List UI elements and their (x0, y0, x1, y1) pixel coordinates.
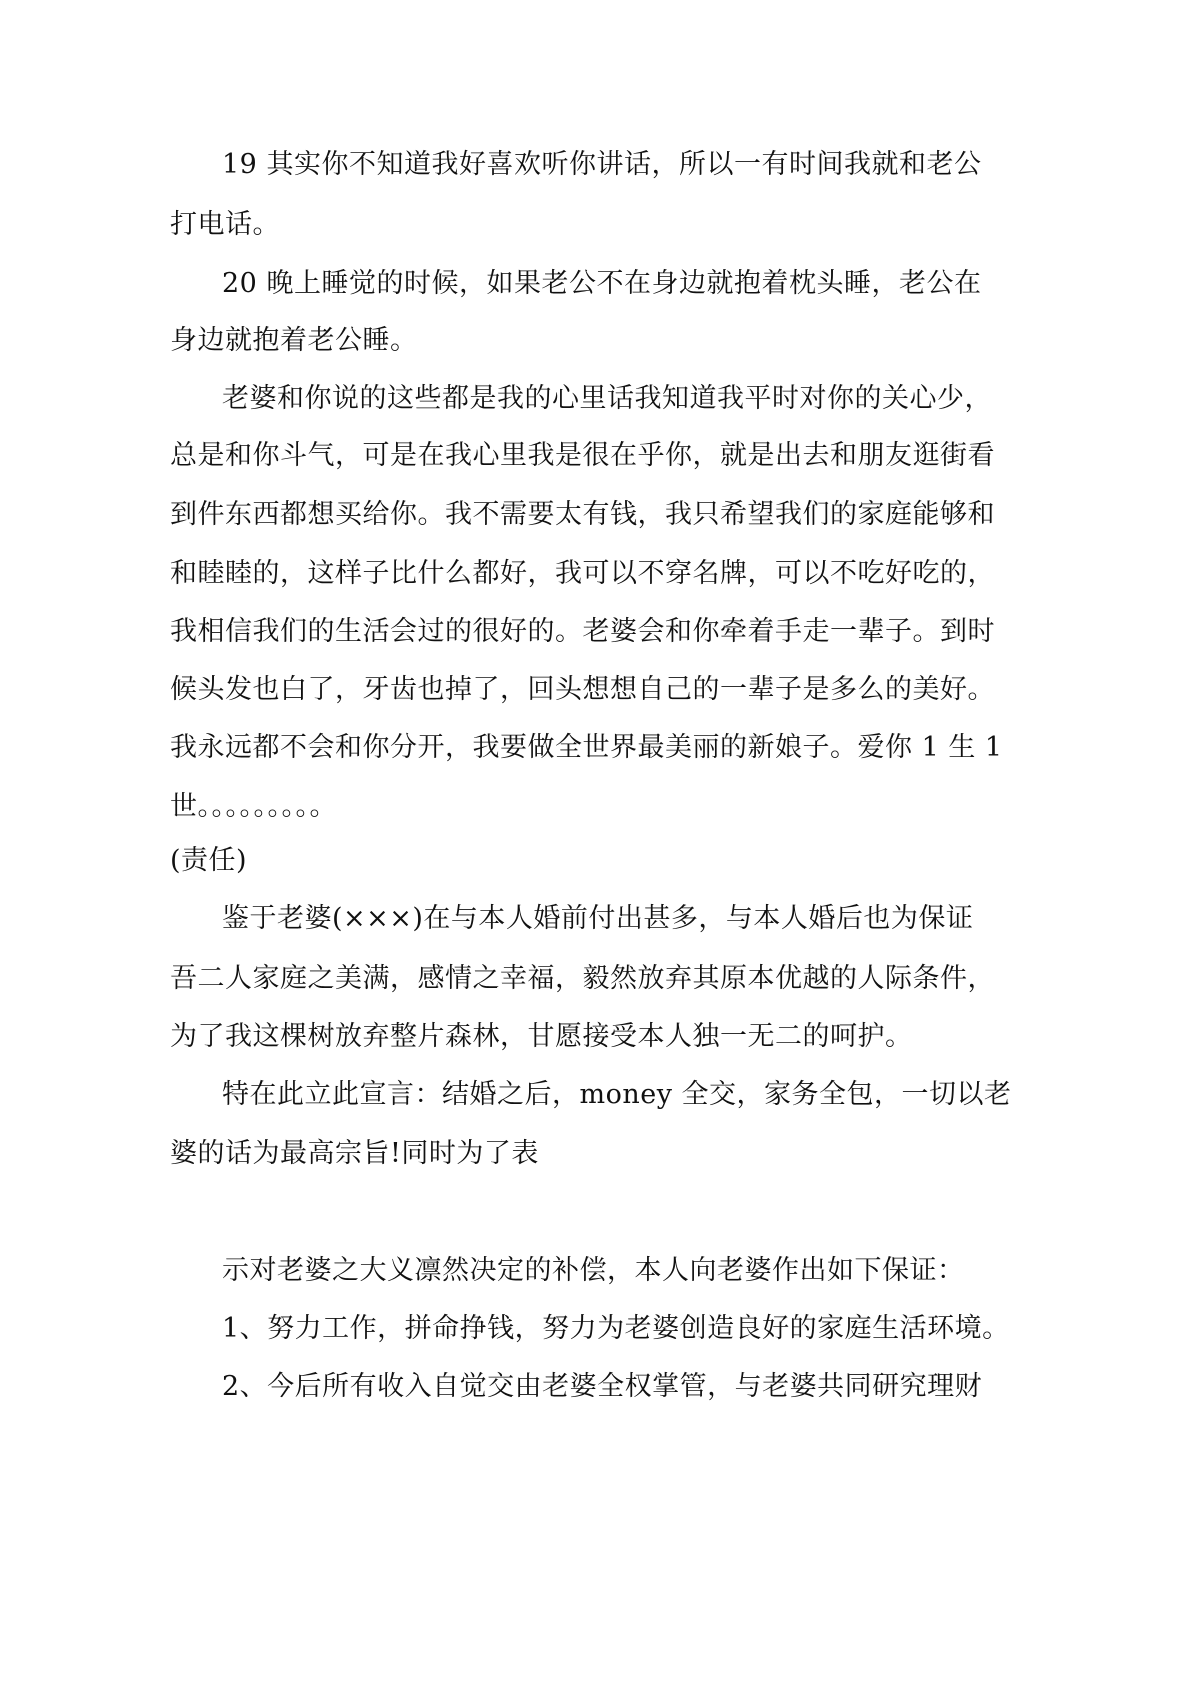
text-line: 婆的话为最高宗旨!同时为了表 (170, 1138, 539, 1169)
list-item: 1、努力工作，拼命挣钱，努力为老婆创造良好的家庭生活环境。 (222, 1313, 1010, 1344)
text-line: 鉴于老婆(×××)在与本人婚前付出甚多，与本人婚后也为保证 (222, 903, 974, 934)
text-line: 为了我这棵树放弃整片森林，甘愿接受本人独一无二的呵护。 (170, 1021, 913, 1052)
text-line: 和睦睦的，这样子比什么都好，我可以不穿名牌，可以不吃好吃的， (170, 558, 995, 589)
section-heading: (责任) (170, 845, 248, 876)
text-line: 世。。。。。。。。。 (170, 791, 337, 822)
text-line: 特在此立此宣言：结婚之后，money 全交，家务全包，一切以老 (222, 1079, 1012, 1110)
text-line: 到件东西都想买给你。我不需要太有钱，我只希望我们的家庭能够和 (170, 499, 995, 530)
text-line: 总是和你斗气，可是在我心里我是很在乎你，就是出去和朋友逛街看 (170, 440, 995, 471)
text-line: 我永远都不会和你分开，我要做全世界最美丽的新娘子。爱你 1 生 1 (170, 732, 1003, 763)
text-line: 打电话。 (170, 209, 280, 240)
list-item: 2、今后所有收入自觉交由老婆全权掌管，与老婆共同研究理财 (222, 1371, 983, 1402)
text-line: 候头发也白了，牙齿也掉了，回头想想自己的一辈子是多么的美好。 (170, 674, 995, 705)
text-line: 身边就抱着老公睡。 (170, 325, 418, 356)
text-line: 老婆和你说的这些都是我的心里话我知道我平时对你的关心少， (222, 383, 992, 414)
text-line: 19 其实你不知道我好喜欢听你讲话，所以一有时间我就和老公 (222, 149, 982, 180)
text-line: 我相信我们的生活会过的很好的。老婆会和你牵着手走一辈子。到时 (170, 616, 995, 647)
text-line: 吾二人家庭之美满，感情之幸福，毅然放弃其原本优越的人际条件， (170, 963, 995, 994)
text-line: 示对老婆之大义凛然决定的补偿，本人向老婆作出如下保证： (222, 1255, 965, 1286)
text-line: 20 晚上睡觉的时候，如果老公不在身边就抱着枕头睡，老公在 (222, 268, 982, 299)
